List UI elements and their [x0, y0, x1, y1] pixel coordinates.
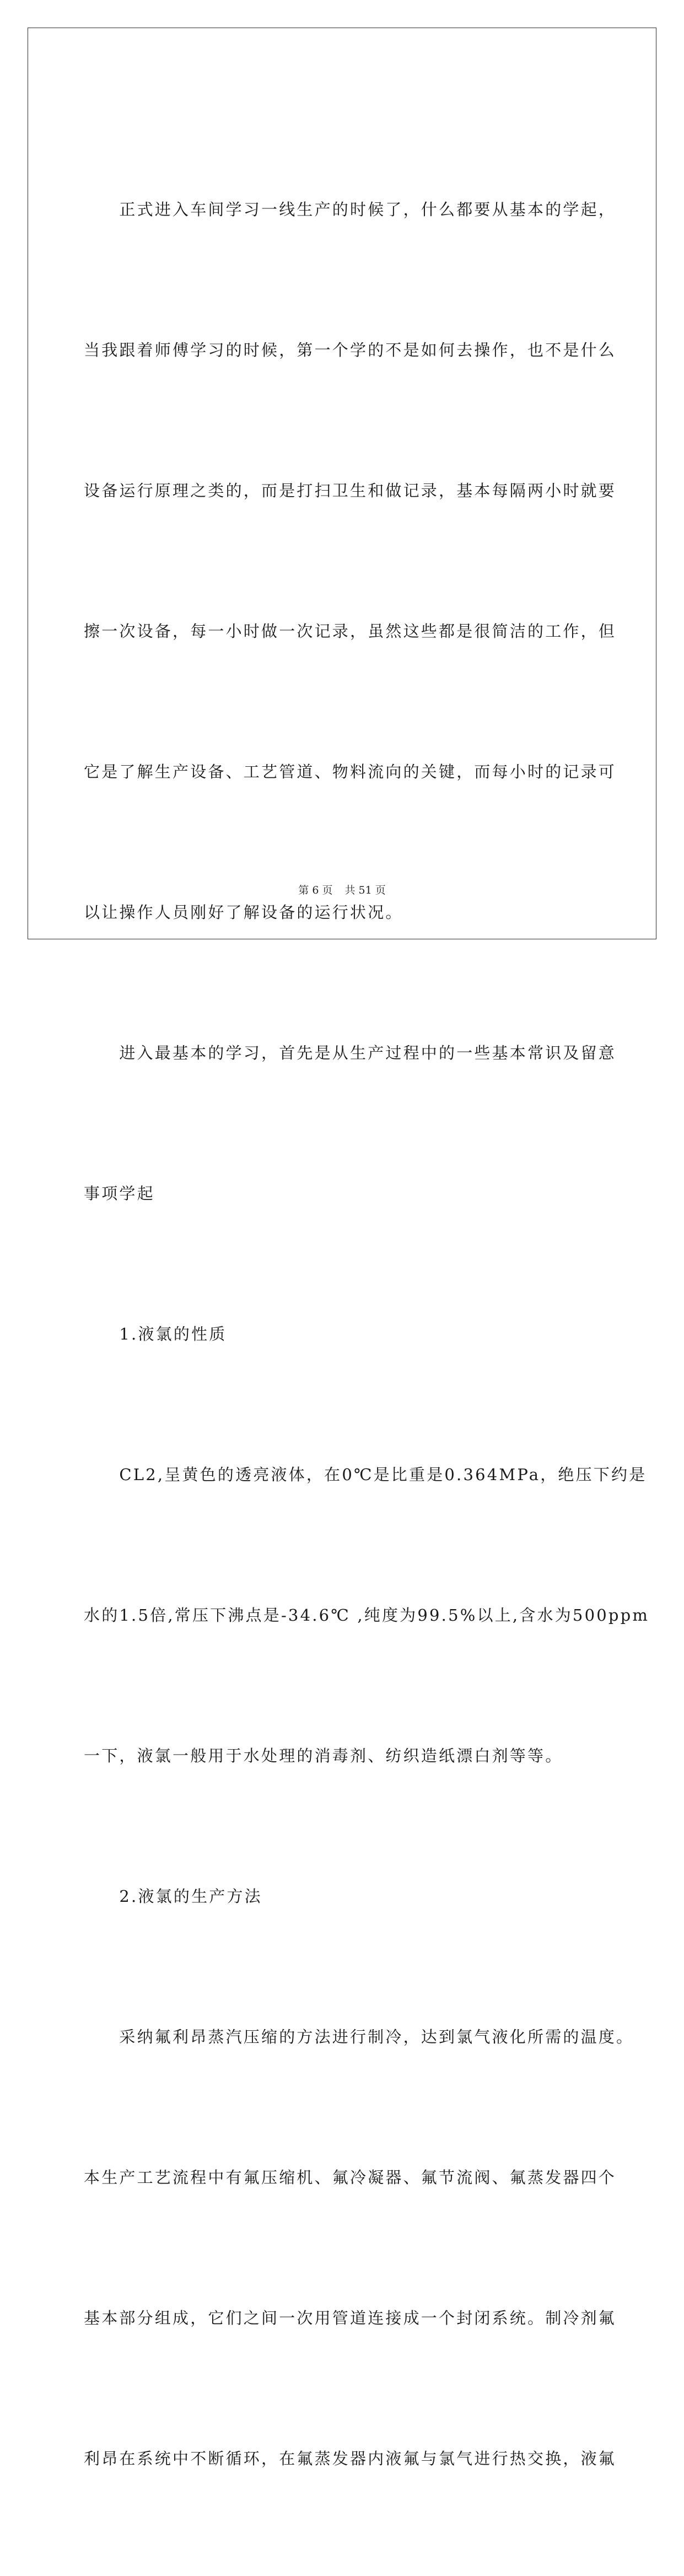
- text-line: 擦一次设备，每一小时做一次记录，虽然这些都是很简洁的工作，但: [84, 622, 617, 641]
- text-line: 设备运行原理之类的，而是打扫卫生和做记录，基本每隔两小时就要: [84, 481, 617, 500]
- page-total: 共 51 页: [344, 884, 386, 896]
- text-line: 基本部分组成，它们之间一次用管道连接成一个封闭系统。制冷剂氟: [84, 2309, 617, 2327]
- text-line: 本生产工艺流程中有氟压缩机、氟冷凝器、氟节流阀、氟蒸发器四个: [84, 2168, 617, 2187]
- text-line: 以让操作人员刚好了解设备的运行状况。: [84, 903, 403, 922]
- section-heading: 2.液氯的生产方法: [84, 1887, 262, 1906]
- section-heading: 1.液氯的性质: [84, 1325, 227, 1343]
- document-body: [84, 93, 650, 2576]
- page-footer: [0, 882, 684, 897]
- text-line: 当我跟着师傅学习的时候，第一个学的不是如何去操作，也不是什么: [84, 341, 617, 359]
- page-number: 第 6 页: [298, 884, 333, 896]
- text-line: 事项学起: [84, 1184, 155, 1203]
- text-line: 水的1.5倍,常压下沸点是-34.6℃ ,纯度为99.5%以上,含水为500ppm: [84, 1606, 650, 1625]
- text-line: 它是了解生产设备、工艺管道、物料流向的关键，而每小时的记录可: [84, 762, 617, 781]
- text-line: 利昂在系统中不断循环，在氟蒸发器内液氟与氯气进行热交换，液氟: [84, 2449, 617, 2468]
- text-line: 正式进入车间学习一线生产的时候了，什么都要从基本的学起，: [84, 200, 617, 219]
- text-line: 一下，液氯一般用于水处理的消毒剂、纺织造纸漂白剂等等。: [84, 1746, 563, 1765]
- text-line: CL2,呈黄色的透亮液体，在0℃是比重是0.364MPa，绝压下约是: [84, 1465, 647, 1484]
- text-line: 采纳氟利昂蒸汽压缩的方法进行制冷，达到氯气液化所需的温度。: [84, 2028, 634, 2046]
- text-line: 进入最基本的学习，首先是从生产过程中的一些基本常识及留意: [84, 1044, 617, 1062]
- body-text: [84, 93, 650, 2576]
